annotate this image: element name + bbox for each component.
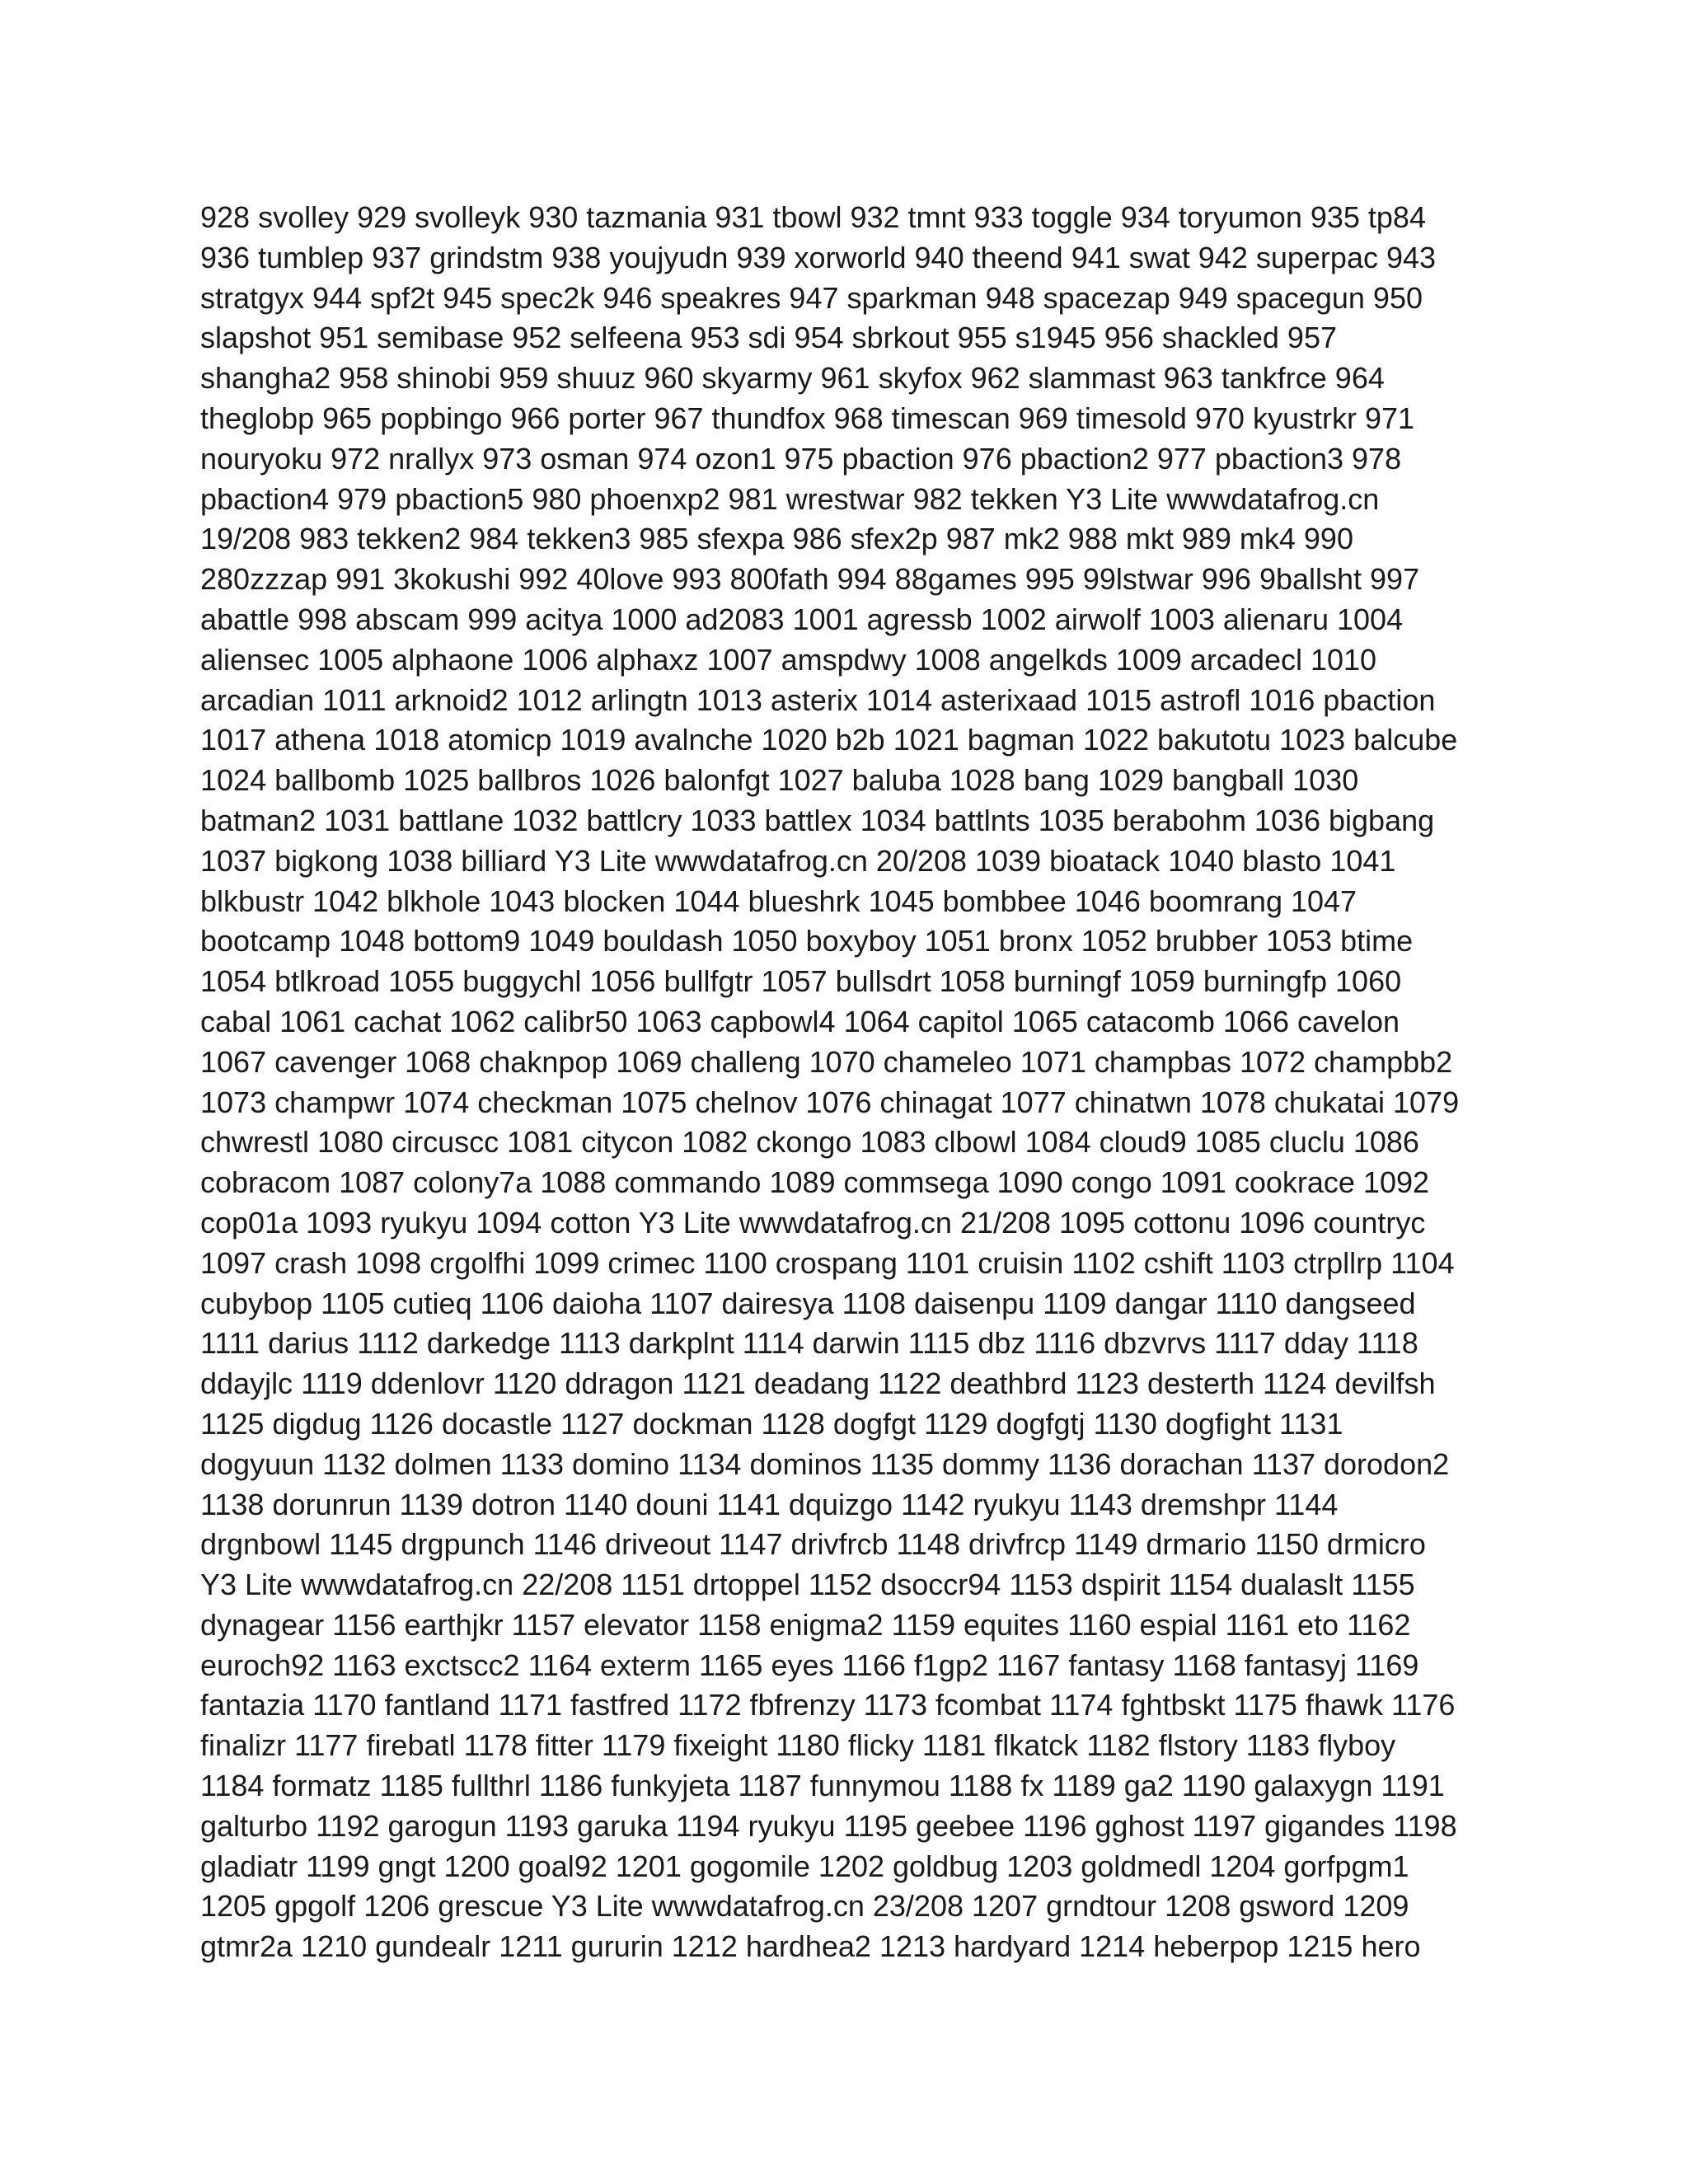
text-line: 1017 athena 1018 atomicp 1019 avalnche 1020 b2b 1021 bagman 1022 bakutotu 1023 balcube bbox=[200, 723, 1458, 757]
text-line: ddayjlc 1119 ddenlovr 1120 ddragon 1121 deadang 1122 deathbrd 1123 desterth 1124 devilfsh bbox=[200, 1366, 1436, 1401]
text-line: theglobp 965 popbingo 966 porter 967 thundfox 968 timescan 969 timesold 970 kyustrkr 971 bbox=[200, 401, 1415, 435]
text-line: slapshot 951 semibase 952 selfeena 953 sdi 954 sbrkout 955 s1945 956 shackled 957 bbox=[200, 321, 1337, 355]
text-line: 1125 digdug 1126 docastle 1127 dockman 1128 dogfgt 1129 dogfgtj 1130 dogfight 1131 bbox=[200, 1406, 1343, 1441]
text-line: blkbustr 1042 blkhole 1043 blocken 1044 blueshrk 1045 bombbee 1046 boomrang 1047 bbox=[200, 883, 1357, 918]
text-line: cop01a 1093 ryukyu 1094 cotton Y3 Lite wwwdatafrog.cn 21/208 1095 cottonu 1096 countryc bbox=[200, 1205, 1426, 1240]
text-line: pbaction4 979 pbaction5 980 phoenxp2 981 wrestwar 982 tekken Y3 Lite wwwdatafrog.cn bbox=[200, 481, 1380, 516]
text-line: shangha2 958 shinobi 959 shuuz 960 skyarmy 961 skyfox 962 slammast 963 tankfrce 964 bbox=[200, 361, 1385, 396]
text-line: dogyuun 1132 dolmen 1133 domino 1134 dominos 1135 dommy 1136 dorachan 1137 dorodon2 bbox=[200, 1446, 1450, 1481]
text-line: batman2 1031 battlane 1032 battlcry 1033 battlex 1034 battlnts 1035 berabohm 1036 bigbang bbox=[200, 803, 1435, 837]
text-line: cabal 1061 cachat 1062 calibr50 1063 capbowl4 1064 capitol 1065 catacomb 1066 cavelon bbox=[200, 1004, 1400, 1038]
text-line: gladiatr 1199 gngt 1200 goal92 1201 gogomile 1202 goldbug 1203 goldmedl 1204 gorfpgm1 bbox=[200, 1849, 1409, 1883]
text-line: 1138 dorunrun 1139 dotron 1140 douni 1141 dquizgo 1142 ryukyu 1143 dremshpr 1144 bbox=[200, 1487, 1339, 1521]
text-line: gtmr2a 1210 gundealr 1211 gururin 1212 hardhea2 1213 hardyard 1214 heberpop 1215 hero bbox=[200, 1929, 1421, 1964]
text-line: 19/208 983 tekken2 984 tekken3 985 sfexpa 986 sfex2p 987 mk2 988 mkt 989 mk4 990 bbox=[200, 522, 1353, 556]
text-line: dynagear 1156 earthjkr 1157 elevator 1158 enigma2 1159 equites 1160 espial 1161 eto 1162 bbox=[200, 1607, 1411, 1642]
text-line: 1111 darius 1112 darkedge 1113 darkplnt 1114 darwin 1115 dbz 1116 dbzvrvs 1117 dday 1118 bbox=[200, 1326, 1418, 1361]
text-line: 928 svolley 929 svolleyk 930 tazmania 931 tbowl 932 tmnt 933 toggle 934 toryumon 935 tp84 bbox=[200, 200, 1426, 234]
text-line: galturbo 1192 garogun 1193 garuka 1194 ryukyu 1195 geebee 1196 gghost 1197 gigandes 1198 bbox=[200, 1808, 1457, 1843]
text-line: 1205 gpgolf 1206 grescue Y3 Lite wwwdatafrog.cn 23/208 1207 grndtour 1208 gsword 1209 bbox=[200, 1889, 1409, 1924]
text-line: nouryoku 972 nrallyx 973 osman 974 ozon1 975 pbaction 976 pbaction2 977 pbaction3 978 bbox=[200, 441, 1402, 476]
text-line: 280zzzap 991 3kokushi 992 40love 993 800fath 994 88games 995 99lstwar 996 9ballsht 997 bbox=[200, 562, 1420, 597]
text-line: finalizr 1177 firebatl 1178 fitter 1179 fixeight 1180 flicky 1181 flkatck 1182 flstory 1183 flyboy bbox=[200, 1728, 1396, 1763]
text-line: 1037 bigkong 1038 billiard Y3 Lite wwwdatafrog.cn 20/208 1039 bioatack 1040 blasto 1041 bbox=[200, 843, 1396, 878]
text-line: 1054 btlkroad 1055 buggychl 1056 bullfgtr 1057 bullsdrt 1058 burningf 1059 burningfp 1060 bbox=[200, 964, 1402, 999]
text-line: chwrestl 1080 circuscc 1081 citycon 1082 ckongo 1083 clbowl 1084 cloud9 1085 cluclu 1086 bbox=[200, 1125, 1419, 1160]
text-line: cubybop 1105 cutieq 1106 daioha 1107 dairesya 1108 daisenpu 1109 dangar 1110 dangseed bbox=[200, 1286, 1416, 1320]
text-line: 1067 cavenger 1068 chaknpop 1069 challeng 1070 chameleo 1071 champbas 1072 champbb2 bbox=[200, 1044, 1453, 1079]
text-line: drgnbowl 1145 drgpunch 1146 driveout 1147 drivfrcb 1148 drivfrcp 1149 drmario 1150 drmicro bbox=[200, 1527, 1426, 1562]
text-line: euroch92 1163 exctscc2 1164 exterm 1165 eyes 1166 f1gp2 1167 fantasy 1168 fantasyj 1169 bbox=[200, 1647, 1419, 1682]
text-line: stratgyx 944 spf2t 945 spec2k 946 speakres 947 sparkman 948 spacezap 949 spacegun 950 bbox=[200, 280, 1423, 315]
text-line: 936 tumblep 937 grindstm 938 youjyudn 939 xorworld 940 theend 941 swat 942 superpac 943 bbox=[200, 240, 1437, 274]
text-line: 1097 crash 1098 crgolfhi 1099 crimec 1100 crospang 1101 cruisin 1102 cshift 1103 ctrpllrp 1104 bbox=[200, 1245, 1455, 1280]
text-line: fantazia 1170 fantland 1171 fastfred 1172 fbfrenzy 1173 fcombat 1174 fghtbskt 1175 fhawk 1176 bbox=[200, 1688, 1456, 1722]
text-line: 1073 champwr 1074 checkman 1075 chelnov 1076 chinagat 1077 chinatwn 1078 chukatai 1079 bbox=[200, 1085, 1460, 1119]
text-line: 1024 ballbomb 1025 ballbros 1026 balonfgt 1027 baluba 1028 bang 1029 bangball 1030 bbox=[200, 763, 1359, 798]
body-text bbox=[200, 198, 1536, 1967]
text-line: bootcamp 1048 bottom9 1049 bouldash 1050 boxyboy 1051 bronx 1052 brubber 1053 btime bbox=[200, 924, 1414, 958]
text-line: Y3 Lite wwwdatafrog.cn 22/208 1151 drtoppel 1152 dsoccr94 1153 dspirit 1154 dualaslt 1155 bbox=[200, 1568, 1415, 1602]
text-line: abattle 998 abscam 999 acitya 1000 ad2083 1001 agressb 1002 airwolf 1003 alienaru 1004 bbox=[200, 602, 1404, 636]
text-line: aliensec 1005 alphaone 1006 alphaxz 1007 amspdwy 1008 angelkds 1009 arcadecl 1010 bbox=[200, 642, 1377, 677]
text-line: 1184 formatz 1185 fullthrl 1186 funkyjeta 1187 funnymou 1188 fx 1189 ga2 1190 galaxygn 1191 bbox=[200, 1769, 1445, 1803]
text-line: cobracom 1087 colony7a 1088 commando 1089 commsega 1090 congo 1091 cookrace 1092 bbox=[200, 1165, 1430, 1200]
text-line: arcadian 1011 arknoid2 1012 arlingtn 1013 asterix 1014 asterixaad 1015 astrofl 1016 pbaction bbox=[200, 682, 1436, 717]
